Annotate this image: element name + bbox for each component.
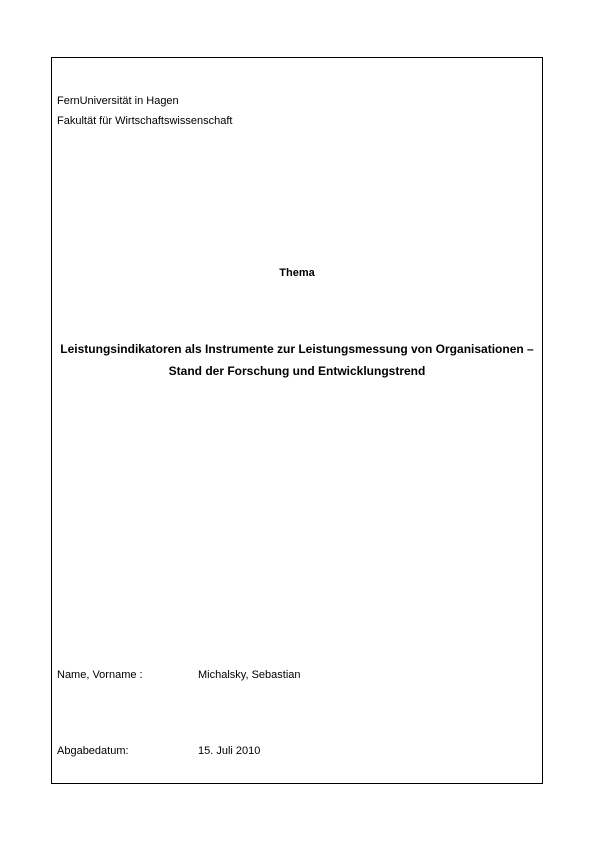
name-label: Name, Vorname :	[57, 669, 143, 681]
thesis-title-line-1: Leistungsindikatoren als Instrumente zur Leistungsmessung von Organisationen –	[60, 342, 534, 356]
topic-label: Thema	[279, 267, 315, 279]
thesis-title-line-2: Stand der Forschung und Entwicklungstrend	[168, 364, 426, 378]
name-value: Michalsky, Sebastian	[198, 669, 301, 681]
submission-date-label: Abgabedatum:	[57, 745, 129, 757]
university-name: FernUniversität in Hagen	[57, 95, 179, 107]
faculty-name: Fakultät für Wirtschaftswissenschaft	[57, 115, 233, 127]
submission-date-value: 15. Juli 2010	[198, 745, 261, 757]
